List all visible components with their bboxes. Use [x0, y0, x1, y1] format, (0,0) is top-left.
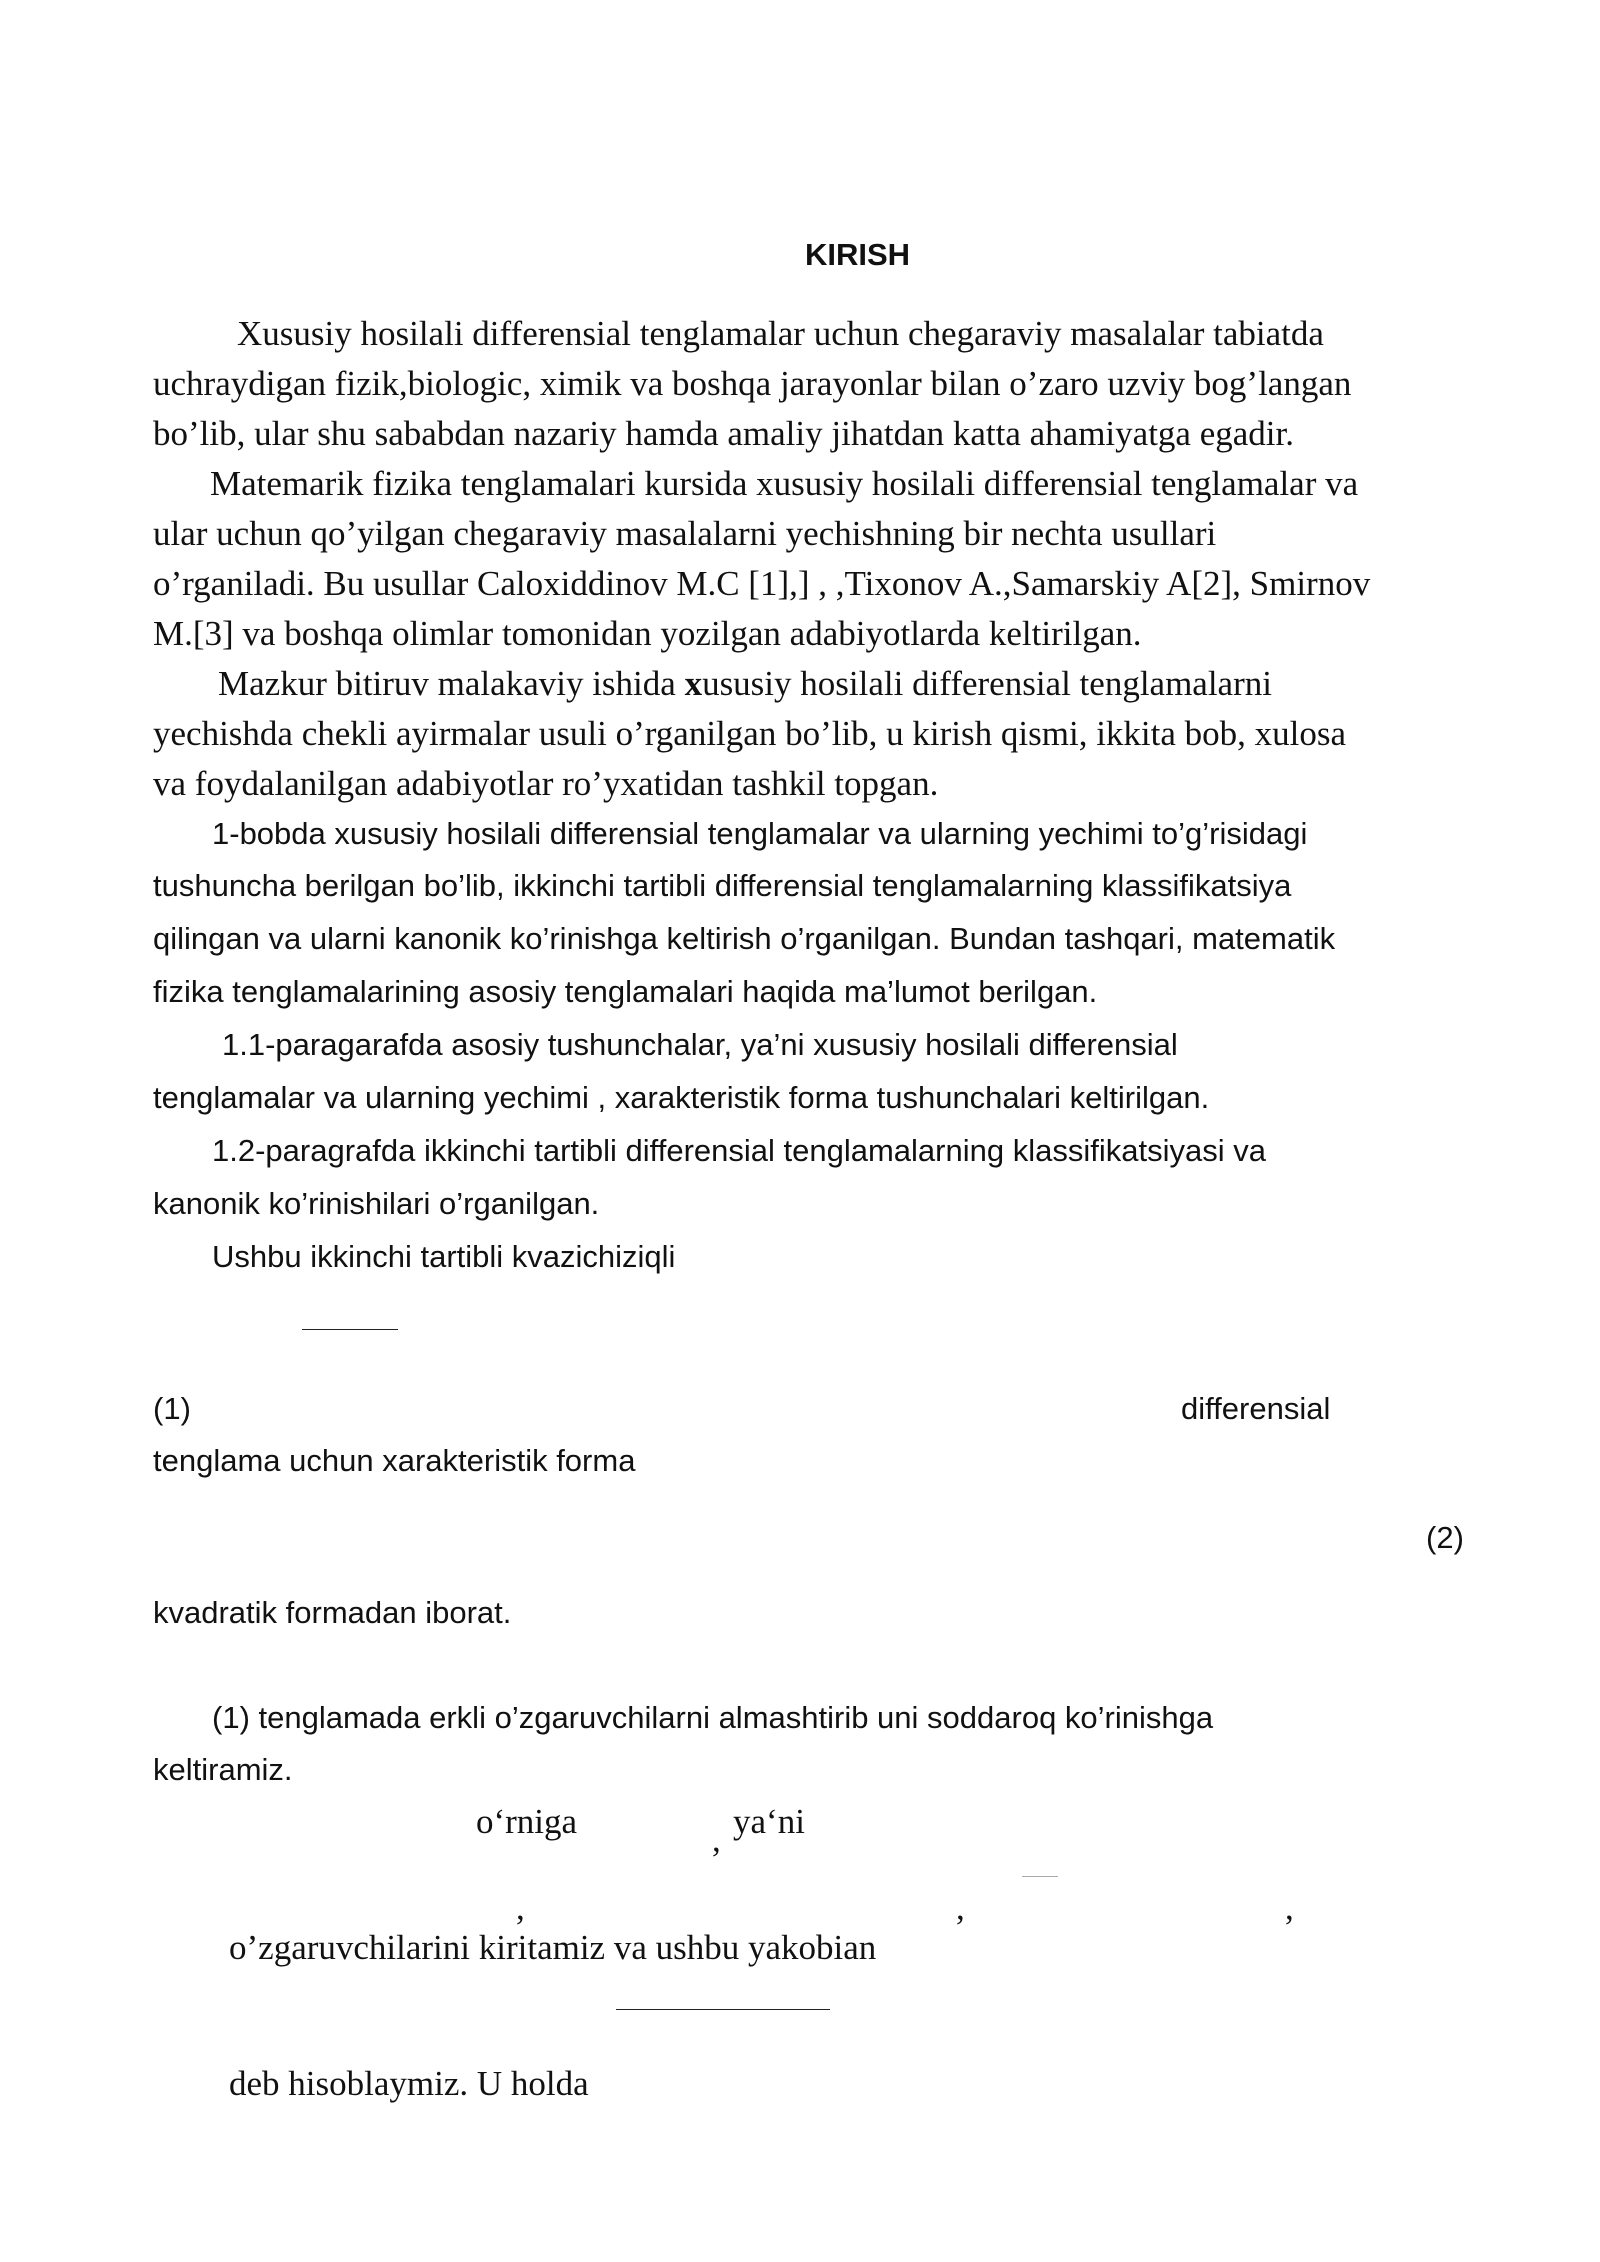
paragraph-3-line-2: yechishda chekli ayirmalar usuli o’rganilgan bo’lib, u kirish qismi, ikkita bob, xulosa — [153, 714, 1347, 753]
paragraph-7: Ushbu ikkinchi tartibli kvazichiziqli — [212, 1239, 676, 1274]
variables-line: o’zgaruvchilarini kiritamiz va ushbu yakobian — [229, 1928, 877, 1967]
equation-1-fraction-bar — [302, 1329, 398, 1330]
paragraph-4-line-1: 1-bobda xususiy hosilali differensial tenglamalar va ularning yechimi to’g’risidagi — [212, 816, 1308, 851]
paragraph-4-line-4: fizika tenglamalarining asosiy tenglamalari haqida ma’lumot berilgan. — [153, 974, 1098, 1009]
paragraph-2-line-4: M.[3] va boshqa olimlar tomonidan yozilgan adabiyotlarda keltirilgan. — [153, 614, 1142, 653]
paragraph-2-line-3: o’rganiladi. Bu usullar Caloxiddinov M.C [1],] , ,Tixonov A.,Samarskiy A[2], Smirnov — [153, 564, 1371, 603]
comma-2: , — [956, 1888, 965, 1927]
paragraph-5-line-1: 1.1-paragarafda asosiy tushunchalar, ya’ni xususiy hosilali differensial — [222, 1027, 1178, 1062]
comma-1: , — [516, 1888, 525, 1927]
paragraph-5-line-2: tenglamalar va ularning yechimi , xarakteristik forma tushunchalari keltirilgan. — [153, 1080, 1210, 1115]
paragraph-8-line-1: (1) tenglamada erkli o’zgaruvchilarni almashtirib uni soddaroq ko’rinishga — [212, 1700, 1214, 1735]
paragraph-1-line-2: uchraydigan fizik,biologic, ximik va boshqa jarayonlar bilan o’zaro uzviy bog’langan — [153, 364, 1352, 403]
paragraph-4-line-3: qilingan va ularni kanonik ko’rinishga keltirish o’rganilgan. Bundan tashqari, matematik — [153, 921, 1336, 956]
equation-1-trailing-text: differensial — [1181, 1391, 1331, 1426]
equation-2-label: (2) — [1426, 1520, 1464, 1555]
paragraph-4-line-2: tushuncha berilgan bo’lib, ikkinchi tartibli differensial tenglamalarning klassifikatsiya — [153, 868, 1292, 903]
paragraph-1-line-3: bo’lib, ular shu sababdan nazariy hamda amaliy jihatdan katta ahamiyatga egadir. — [153, 414, 1294, 453]
paragraph-3-text-a: Mazkur bitiruv malakaviy ishida — [218, 664, 685, 703]
comma-3: , — [1285, 1888, 1294, 1927]
final-line: deb hisoblaymiz. U holda — [229, 2064, 589, 2103]
equation-1-label: (1) — [153, 1391, 191, 1426]
paragraph-1-line-1: Xususiy hosilali differensial tenglamalar uchun chegaraviy masalalar tabiatda — [237, 314, 1324, 353]
paragraph-6-line-2: kanonik ko’rinishilari o’rganilgan. — [153, 1186, 600, 1221]
paragraph-8-line-2: keltiramiz. — [153, 1752, 293, 1787]
substitution-yani: ya‘ni — [733, 1802, 805, 1841]
paragraph-3-bold-x: x — [684, 664, 703, 703]
paragraph-3-line-1 — [218, 664, 1272, 704]
jacobian-fraction-bar — [616, 2009, 830, 2010]
paragraph-2-line-2: ular uchun qo’yilgan chegaraviy masalalarni yechishning bir nechta usullari — [153, 514, 1217, 553]
substitution-orniga: o‘rniga — [476, 1802, 578, 1841]
paragraph-3-line-3: va foydalanilgan adabiyotlar ro’yxatidan tashkil topgan. — [153, 764, 939, 803]
paragraph-3-text-b: ususiy hosilali differensial tenglamalarni — [702, 664, 1272, 703]
paragraph-2-line-1: Matemarik fizika tenglamalari kursida xususiy hosilali differensial tenglamalar va — [210, 464, 1359, 503]
fraction-dash — [1022, 1876, 1058, 1877]
page-title: KIRISH — [805, 237, 911, 272]
substitution-comma: , — [712, 1820, 721, 1859]
quadratic-form-text: kvadratik formadan iborat. — [153, 1595, 512, 1630]
characteristic-form-text: tenglama uchun xarakteristik forma — [153, 1443, 636, 1478]
paragraph-6-line-1: 1.2-paragrafda ikkinchi tartibli differensial tenglamalarning klassifikatsiyasi va — [212, 1133, 1266, 1168]
